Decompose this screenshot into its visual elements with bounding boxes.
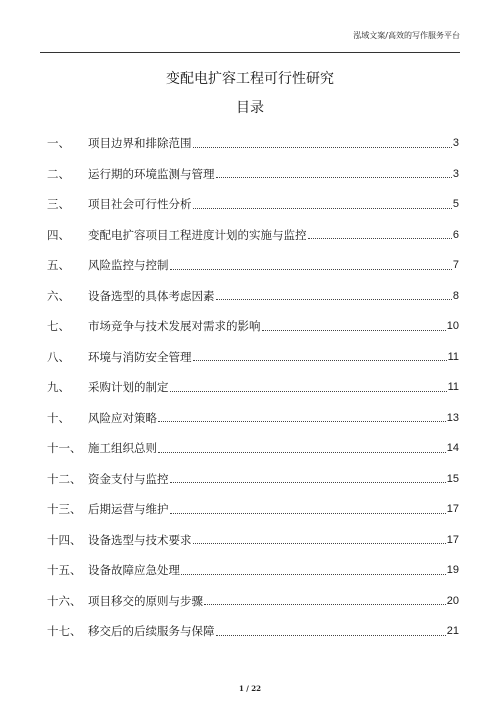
toc-entry-label: 后期运营与维护	[88, 502, 169, 517]
toc-entry-label: 施工组织总则	[88, 441, 157, 456]
toc-dot-leader	[181, 574, 446, 575]
toc-entry-label: 资金支付与监控	[88, 471, 169, 486]
toc-entry-page: 21	[446, 625, 459, 638]
toc-dot-leader	[216, 299, 452, 300]
toc-entry-label: 风险监控与控制	[88, 258, 169, 273]
toc-entry-number: 六、	[47, 288, 70, 303]
toc-entry-number: 九、	[47, 380, 70, 395]
toc-entry-label: 项目社会可行性分析	[88, 197, 192, 212]
toc-entry-label: 风险应对策略	[88, 410, 157, 425]
toc-dot-leader	[216, 177, 452, 178]
toc-dot-leader	[158, 452, 446, 453]
toc-entry-page: 17	[446, 503, 459, 516]
toc-entry-number: 十、	[47, 410, 70, 425]
toc-entry[interactable]	[47, 189, 459, 220]
toc-entry-page: 19	[446, 564, 459, 577]
toc-entry[interactable]	[47, 250, 459, 281]
toc-entry-page: 11	[447, 381, 459, 394]
page-header	[40, 0, 460, 53]
toc-entry-label: 变配电扩容项目工程进度计划的实施与监控	[88, 227, 307, 242]
toc-entry-page: 6	[452, 228, 459, 241]
toc-entry[interactable]	[47, 159, 459, 190]
toc-entry-number: 十七、	[47, 624, 82, 639]
toc-entry-label: 项目边界和排除范围	[88, 136, 192, 151]
toc-entry-label: 市场竞争与技术发展对需求的影响	[88, 319, 261, 334]
toc-entry-page: 8	[452, 289, 459, 302]
toc-entry[interactable]	[47, 311, 459, 342]
toc-dot-leader	[170, 482, 446, 483]
toc-entry-label: 设备选型的具体考虑因素	[88, 288, 215, 303]
toc-entry-label: 设备选型与技术要求	[88, 532, 192, 547]
page-number: 1 / 22	[238, 684, 262, 693]
toc-entry[interactable]	[47, 433, 459, 464]
toc-dot-leader	[193, 147, 452, 148]
toc-entry[interactable]	[47, 616, 459, 647]
toc-entry-number: 十四、	[47, 532, 82, 547]
toc-entry-page: 11	[447, 350, 459, 363]
toc-dot-leader	[204, 604, 446, 605]
toc-dot-leader	[170, 391, 447, 392]
toc-dot-leader	[262, 330, 446, 331]
toc-entry-number: 四、	[47, 227, 70, 242]
toc-entry-label: 运行期的环境监测与管理	[88, 166, 215, 181]
toc-dot-leader	[158, 421, 446, 422]
toc-entry[interactable]	[47, 281, 459, 312]
toc-entry-number: 八、	[47, 349, 70, 364]
toc-entry-page: 15	[446, 472, 459, 485]
toc-entry-number: 七、	[47, 319, 70, 334]
toc-heading: 目录	[236, 100, 264, 116]
toc-entry-number: 二、	[47, 166, 70, 181]
toc-dot-leader	[308, 238, 452, 239]
toc-entry-label: 采购计划的制定	[88, 380, 169, 395]
toc-entry-page: 3	[452, 137, 459, 150]
table-of-contents	[47, 128, 459, 647]
toc-entry-page: 20	[446, 594, 459, 607]
toc-entry-number: 一、	[47, 136, 70, 151]
toc-entry-number: 十五、	[47, 563, 82, 578]
toc-entry-page: 7	[452, 259, 459, 272]
toc-entry-label: 环境与消防安全管理	[88, 349, 192, 364]
toc-entry[interactable]	[47, 494, 459, 525]
toc-entry-label: 项目移交的原则与步骤	[88, 593, 203, 608]
toc-dot-leader	[193, 360, 447, 361]
toc-entry-page: 3	[452, 167, 459, 180]
toc-dot-leader	[170, 513, 446, 514]
toc-entry-number: 十一、	[47, 441, 82, 456]
toc-entry-number: 十三、	[47, 502, 82, 517]
toc-entry-page: 17	[446, 533, 459, 546]
header-brand-text: 泓域文案/高效的写作服务平台	[353, 31, 460, 40]
toc-entry-label: 设备故障应急处理	[88, 563, 180, 578]
toc-entry[interactable]	[47, 220, 459, 251]
toc-dot-leader	[216, 635, 446, 636]
toc-entry[interactable]	[47, 464, 459, 495]
toc-entry[interactable]	[47, 372, 459, 403]
document-title: 变配电扩容工程可行性研究	[166, 71, 334, 87]
toc-entry[interactable]	[47, 342, 459, 373]
toc-entry-page: 13	[446, 411, 459, 424]
toc-entry-number: 三、	[47, 197, 70, 212]
toc-dot-leader	[170, 269, 452, 270]
toc-entry[interactable]	[47, 525, 459, 556]
toc-entry-page: 14	[446, 442, 459, 455]
toc-entry[interactable]	[47, 555, 459, 586]
toc-entry[interactable]	[47, 128, 459, 159]
toc-entry-page: 5	[452, 198, 459, 211]
toc-entry-page: 10	[446, 320, 459, 333]
toc-dot-leader	[193, 543, 446, 544]
toc-entry[interactable]	[47, 586, 459, 617]
toc-dot-leader	[193, 208, 452, 209]
toc-entry-label: 移交后的后续服务与保障	[88, 624, 215, 639]
toc-entry-number: 十六、	[47, 593, 82, 608]
toc-entry-number: 十二、	[47, 471, 82, 486]
toc-entry[interactable]	[47, 403, 459, 434]
toc-entry-number: 五、	[47, 258, 70, 273]
